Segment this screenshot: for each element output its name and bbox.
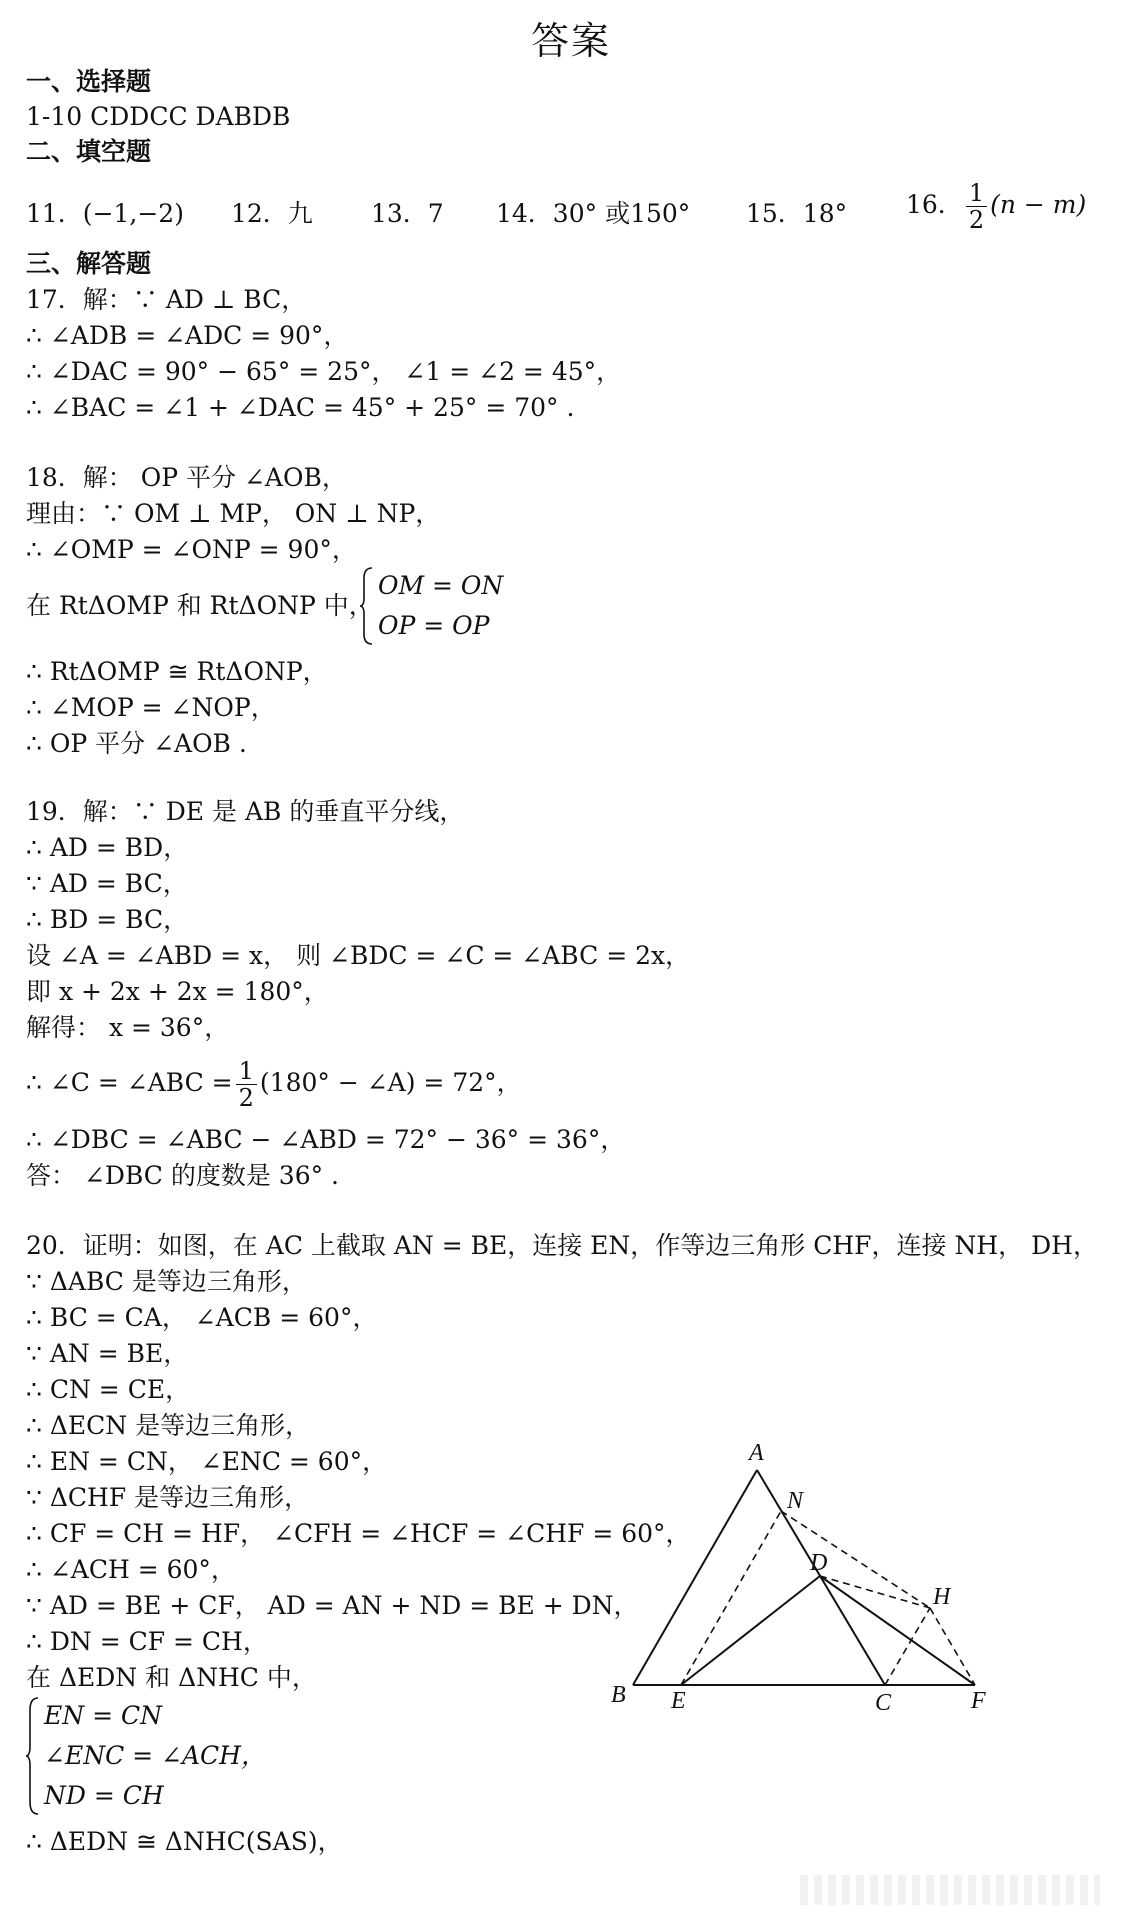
point-label-d: D [810, 1550, 828, 1576]
p18-line-1: 18．解： OP 平分 ∠AOB， [26, 463, 347, 492]
p20-line-13: 在 ΔEDN 和 ΔNHC 中， [26, 1663, 317, 1692]
fraction-numerator: 1 [966, 180, 987, 207]
fill-q14: 14．30° 或150° [496, 199, 691, 228]
p20-sys-3: ND = CH [44, 1781, 164, 1810]
fill-q11: 11．(−1,−2) [26, 199, 184, 228]
fill-q16-fraction [966, 180, 987, 233]
p19-line-8-prefix: ∴ ∠C = ∠ABC = [26, 1068, 233, 1097]
segment-ed [681, 1576, 820, 1685]
p19-line-4: ∴ BD = BC， [26, 905, 189, 934]
choice-heading: 一、选择题 [26, 67, 152, 96]
left-brace-icon [360, 566, 374, 646]
fraction-denominator: 2 [968, 206, 985, 234]
fill-q15: 15．18° [746, 199, 848, 228]
p20-line-9: ∴ CF = CH = HF， ∠CFH = ∠HCF = ∠CHF = 60°， [26, 1519, 691, 1548]
fill-heading: 二、填空题 [26, 137, 152, 166]
point-label-b: B [611, 1682, 626, 1708]
p20-line-10: ∴ ∠ACH = 60°， [26, 1555, 236, 1584]
p19-line-2: ∴ AD = BD， [26, 833, 189, 862]
p20-line-7: ∴ EN = CN， ∠ENC = 60°， [26, 1447, 388, 1476]
segment-ch [885, 1608, 930, 1685]
point-label-f: F [971, 1688, 986, 1714]
point-label-n: N [787, 1488, 804, 1514]
p18-line-3: ∴ ∠OMP = ∠ONP = 90°， [26, 535, 357, 564]
segment-en [681, 1511, 781, 1685]
fill-q16 [906, 180, 1086, 233]
point-label-a: A [749, 1440, 764, 1466]
p19-line-6: 即 x + 2x + 2x = 180°， [26, 977, 329, 1006]
p17-line-3: ∴ ∠DAC = 90° − 65° = 25°， ∠1 = ∠2 = 45°， [26, 357, 622, 386]
point-label-c: C [875, 1690, 892, 1716]
fraction-numerator: 1 [236, 1058, 257, 1085]
p20-line-4: ∵ AN = BE， [26, 1339, 189, 1368]
p20-line-2: ∵ ΔABC 是等边三角形， [26, 1267, 307, 1296]
p18-line-5: ∴ RtΔOMP ≅ RtΔONP， [26, 657, 328, 686]
p17-line-4: ∴ ∠BAC = ∠1 + ∠DAC = 45° + 25° = 70° . [26, 393, 575, 422]
p20-line-5: ∴ CN = CE， [26, 1375, 191, 1404]
geometry-figure [595, 1440, 1015, 1730]
segment-df [820, 1576, 975, 1685]
p19-fraction [236, 1058, 257, 1111]
p19-line-3: ∵ AD = BC， [26, 869, 188, 898]
p20-line-3: ∴ BC = CA， ∠ACB = 60°， [26, 1303, 378, 1332]
p20-line-8: ∵ ΔCHF 是等边三角形， [26, 1483, 310, 1512]
fill-q13: 13．7 [371, 199, 444, 228]
p20-sys-2: ∠ENC = ∠ACH， [44, 1741, 266, 1770]
p17-line-2: ∴ ∠ADB = ∠ADC = 90°， [26, 321, 349, 350]
p19-line-9: ∴ ∠DBC = ∠ABC − ∠ABD = 72° − 36° = 36°， [26, 1125, 626, 1154]
segment-hf [930, 1608, 975, 1685]
point-label-h: H [933, 1584, 951, 1610]
p18-line-7: ∴ OP 平分 ∠AOB . [26, 729, 247, 758]
page-title: 答案 [530, 19, 611, 63]
p20-line-11: ∵ AD = BE + CF， AD = AN + ND = BE + DN， [26, 1591, 639, 1620]
p19-line-10: 答： ∠DBC 的度数是 36° . [26, 1161, 340, 1190]
p19-line-8 [26, 1054, 522, 1112]
p18-line-2: 理由：∵ OM ⊥ MP， ON ⊥ NP， [26, 499, 441, 528]
p18-line-6: ∴ ∠MOP = ∠NOP， [26, 693, 276, 722]
choice-answers: 1-10 CDDCC DABDB [26, 102, 291, 131]
p20-sys-1: EN = CN [44, 1701, 162, 1730]
p19-line-5: 设 ∠A = ∠ABD = x， 则 ∠BDC = ∠C = ∠ABC = 2x， [26, 941, 691, 970]
p20-line-14: ∴ ΔEDN ≅ ΔNHC(SAS)， [26, 1827, 343, 1856]
p18-line-4: 在 RtΔOMP 和 RtΔONP 中， [26, 591, 374, 620]
p17-line-1: 17．解：∵ AD ⊥ BC， [26, 285, 307, 314]
solve-heading: 三、解答题 [26, 249, 152, 278]
fill-q16-expression: (n − m) [990, 190, 1087, 219]
p18-sys-1: OM = ON [378, 571, 504, 600]
point-label-e: E [671, 1688, 686, 1714]
watermark [800, 1875, 1100, 1905]
p18-sys-2: OP = OP [378, 611, 490, 640]
p20-line-12: ∴ DN = CF = CH， [26, 1627, 268, 1656]
fill-q16-label: 16． [906, 190, 963, 219]
segment-nh [781, 1511, 930, 1608]
segment-ab [633, 1470, 757, 1685]
p19-line-8-suffix: (180° − ∠A) = 72°， [259, 1068, 522, 1097]
fraction-denominator: 2 [238, 1084, 254, 1112]
left-brace-icon [26, 1696, 40, 1816]
p19-line-7: 解得： x = 36°， [26, 1013, 230, 1042]
p19-line-1: 19．解：∵ DE 是 AB 的垂直平分线， [26, 797, 465, 826]
p20-line-1: 20．证明：如图，在 AC 上截取 AN = BE，连接 EN，作等边三角形 CHF，连接 NH， DH， [26, 1231, 1098, 1260]
p20-line-6: ∴ ΔECN 是等边三角形， [26, 1411, 311, 1440]
fill-q12: 12．九 [231, 199, 313, 228]
